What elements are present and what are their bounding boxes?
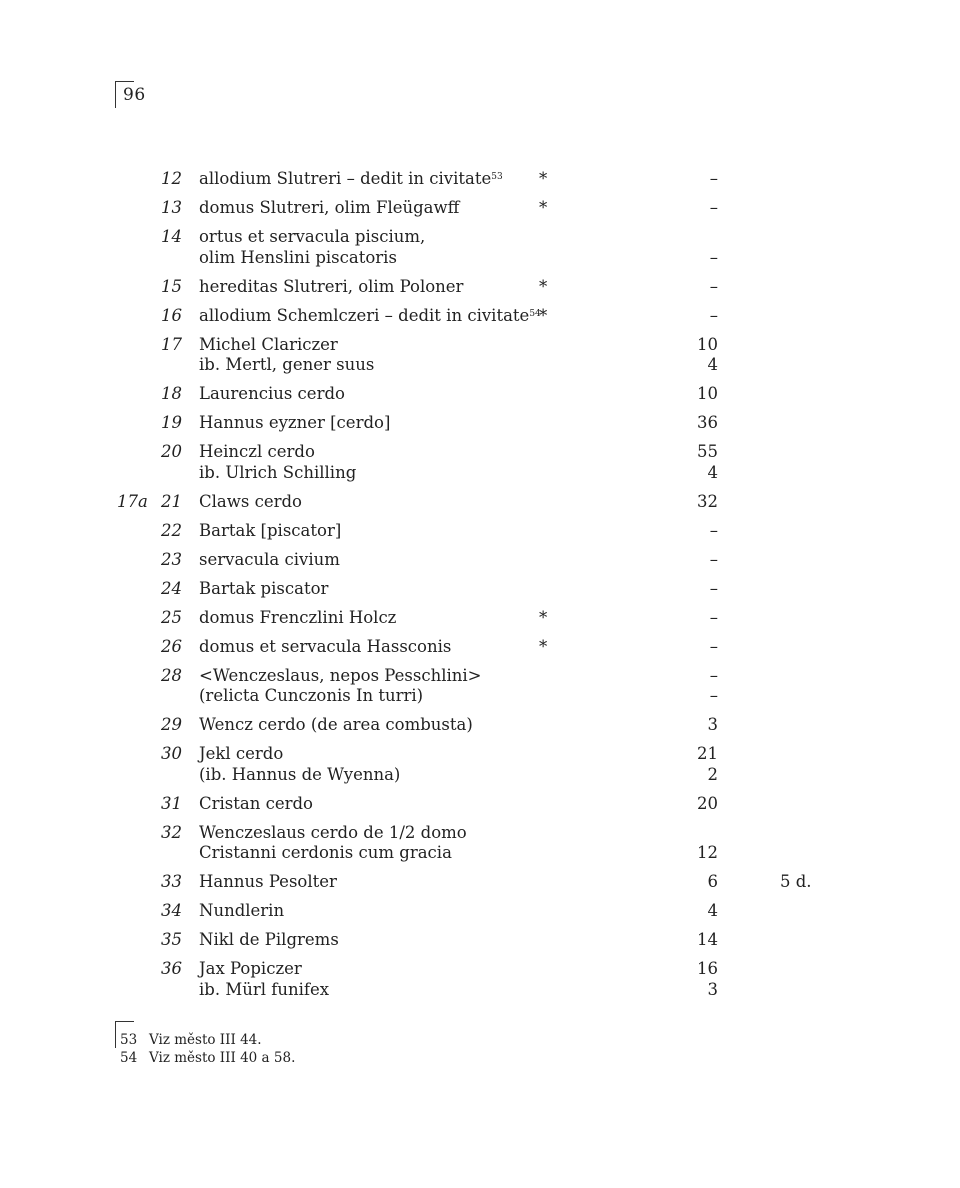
asterisk-mark: * (539, 636, 548, 656)
value-cell: 2 (707, 764, 718, 784)
value-cell: 4 (707, 462, 718, 482)
row-number: 31 (161, 793, 182, 813)
asterisk-mark: * (539, 169, 548, 188)
table-row (0, 715, 960, 744)
value-column (640, 666, 718, 707)
footnote-number: 53 (120, 1032, 138, 1048)
entry-line: (ib. Hannus de Wyenna) (199, 764, 401, 784)
table-row (0, 227, 960, 277)
entry-text (199, 744, 529, 785)
row-number: 24 (161, 578, 182, 598)
entry-line: Jax Popiczer (199, 959, 302, 978)
entry-line: Cristan cerdo (199, 793, 313, 813)
value-cell: 10 (697, 334, 718, 354)
row-number: 36 (161, 959, 182, 978)
table-row (0, 442, 960, 492)
entry-line: domus et servacula Hassconis (199, 636, 452, 656)
entry-text (199, 959, 529, 1000)
row-number: 15 (161, 276, 182, 296)
entry-line: Hannus Pesolter (199, 872, 337, 891)
entry-text (199, 794, 529, 815)
entry-text (199, 715, 529, 736)
table-row (0, 930, 960, 959)
value-cell: 3 (707, 715, 718, 734)
footnote-ref: 53 (491, 172, 503, 182)
row-number: 12 (161, 169, 182, 188)
footnote-text: Viz město III 40 a 58. (149, 1050, 296, 1066)
value-cell: 4 (707, 355, 718, 374)
asterisk-mark: * (539, 305, 548, 325)
row-number: 26 (161, 636, 182, 656)
row-number: 29 (161, 715, 182, 734)
entry-line: Heinczl cerdo (199, 442, 315, 461)
row-number: 33 (161, 872, 182, 891)
row-number: 20 (161, 442, 182, 461)
table-row (0, 335, 960, 385)
table-row (0, 823, 960, 873)
value-cell: – (709, 665, 718, 685)
entry-text (199, 169, 529, 190)
table-row (0, 608, 960, 637)
value-column (640, 550, 718, 571)
entry-line: Wenczeslaus cerdo de 1/2 domo (199, 822, 467, 842)
row-number: 28 (161, 665, 182, 685)
entry-text (199, 384, 529, 405)
table-row (0, 579, 960, 608)
footnote (120, 1031, 295, 1049)
value-cell: 4 (707, 901, 718, 920)
entry-line: Laurencius cerdo (199, 384, 345, 403)
value-column (640, 901, 718, 922)
value-cell: 6 (707, 872, 718, 891)
value-cell: 55 (697, 442, 718, 461)
value-column (640, 306, 718, 327)
entry-line: ortus et servacula piscium, (199, 227, 426, 246)
value-column (640, 872, 718, 893)
entry-text (199, 579, 529, 600)
value-column (640, 169, 718, 190)
row-number: 22 (161, 520, 182, 540)
value-column (640, 335, 718, 376)
entry-line: Bartak [piscator] (199, 520, 342, 540)
entry-line: servacula civium (199, 549, 340, 569)
value-cell: 36 (697, 413, 718, 432)
footnote-text: Viz město III 44. (149, 1032, 262, 1048)
entry-line: Nikl de Pilgrems (199, 930, 339, 949)
entry-line: Jekl cerdo (199, 744, 284, 763)
table-row (0, 198, 960, 227)
table-row (0, 277, 960, 306)
entry-line: domus Frenczlini Holcz (199, 607, 397, 627)
table-row (0, 492, 960, 521)
entry-line: hereditas Slutreri, olim Poloner (199, 276, 464, 296)
value-cell: – (709, 198, 718, 217)
value-cell: 20 (697, 793, 718, 813)
value-cell (640, 227, 718, 248)
entry-text (199, 901, 529, 922)
entry-line: ib. Mürl funifex (199, 979, 330, 999)
asterisk-mark: * (539, 198, 548, 217)
entry-text (199, 227, 529, 268)
value-column (640, 492, 718, 513)
value-cell: – (709, 686, 718, 705)
entry-text (199, 823, 529, 864)
entry-line: (relicta Cunczonis In turri) (199, 686, 424, 705)
entry-text (199, 277, 529, 298)
asterisk-mark: * (539, 607, 548, 627)
value-column (640, 413, 718, 434)
entry-line: Cristanni cerdonis cum gracia (199, 843, 452, 862)
entry-line: Claws cerdo (199, 491, 302, 511)
row-number: 30 (161, 744, 182, 763)
table-row (0, 384, 960, 413)
entry-text (199, 413, 529, 434)
entry-text (199, 637, 529, 658)
folio-number: 17a (117, 491, 148, 511)
asterisk-mark: * (539, 276, 548, 296)
value-cell: – (709, 305, 718, 325)
value-column (640, 744, 718, 785)
value-cell (640, 823, 718, 844)
value-cell: 32 (697, 491, 718, 511)
value-column (640, 637, 718, 658)
value-cell: 21 (697, 744, 718, 763)
row-number: 19 (161, 413, 182, 432)
entry-line: allodium Slutreri – dedit in civitate (199, 169, 492, 188)
value-column (640, 715, 718, 736)
value-column (640, 521, 718, 542)
value-cell: 12 (697, 843, 718, 862)
table-row (0, 901, 960, 930)
entry-text (199, 608, 529, 629)
entry-line: <Wenczeslaus, nepos Pesschlini> (199, 665, 482, 685)
entry-text (199, 550, 529, 571)
register-table (0, 169, 960, 1009)
entry-line: ib. Mertl, gener suus (199, 355, 375, 374)
entry-line: Nundlerin (199, 901, 285, 920)
row-number: 17 (161, 334, 182, 354)
entry-text (199, 198, 529, 219)
entry-line: Wencz cerdo (de area combusta) (199, 715, 473, 734)
row-number: 14 (161, 227, 182, 246)
value-cell: 10 (697, 384, 718, 403)
entry-line: allodium Schemlczeri – dedit in civitate (199, 305, 530, 325)
row-number: 32 (161, 822, 182, 842)
table-row (0, 959, 960, 1009)
value-cell: – (709, 549, 718, 569)
row-number: 21 (161, 491, 182, 511)
value-cell: – (709, 169, 718, 188)
entry-line: domus Slutreri, olim Fleügawff (199, 198, 460, 217)
entry-text (199, 442, 529, 483)
value-cell: – (709, 607, 718, 627)
entry-line: ib. Ulrich Schilling (199, 462, 357, 482)
value-column (640, 794, 718, 815)
row-number: 35 (161, 930, 182, 949)
table-row (0, 637, 960, 666)
table-row (0, 744, 960, 794)
row-number: 16 (161, 305, 182, 325)
entry-text (199, 305, 541, 327)
table-row (0, 521, 960, 550)
extra-value: 5 d. (780, 872, 812, 891)
table-row (0, 666, 960, 716)
value-cell: – (709, 578, 718, 598)
entry-text (199, 492, 529, 513)
table-row (0, 306, 960, 335)
entry-line: Hannus eyzner [cerdo] (199, 413, 391, 432)
entry-text (199, 930, 529, 951)
value-column (640, 608, 718, 629)
entry-text (199, 872, 529, 893)
entry-text (199, 521, 529, 542)
value-cell: 14 (697, 930, 718, 949)
footnotes (120, 1031, 295, 1067)
value-cell: 16 (697, 959, 718, 978)
row-number: 13 (161, 198, 182, 217)
entry-line: olim Henslini piscatoris (199, 247, 397, 267)
value-cell: 3 (707, 979, 718, 999)
value-column (640, 227, 718, 268)
value-column (640, 442, 718, 483)
value-column (640, 823, 718, 864)
value-column (640, 277, 718, 298)
table-row (0, 550, 960, 579)
page-number: 96 (123, 85, 146, 105)
value-column (640, 930, 718, 951)
table-row (0, 413, 960, 442)
footnote-number: 54 (120, 1050, 138, 1066)
row-number: 25 (161, 607, 182, 627)
entry-text (199, 666, 529, 707)
value-column (640, 198, 718, 219)
value-column (640, 959, 718, 1000)
entry-line: Bartak piscator (199, 578, 329, 598)
table-row (0, 169, 960, 198)
value-cell: – (709, 520, 718, 540)
table-row (0, 794, 960, 823)
footnote-ref: 54 (529, 308, 541, 319)
value-cell: – (709, 636, 718, 656)
entry-text (199, 335, 529, 376)
value-cell: – (709, 276, 718, 296)
value-column (640, 579, 718, 600)
footnote (120, 1049, 295, 1067)
row-number: 18 (161, 384, 182, 403)
row-number: 34 (161, 901, 182, 920)
value-column (640, 384, 718, 405)
row-number: 23 (161, 549, 182, 569)
value-cell: – (709, 247, 718, 267)
table-row (0, 872, 960, 901)
entry-line: Michel Clariczer (199, 334, 338, 354)
